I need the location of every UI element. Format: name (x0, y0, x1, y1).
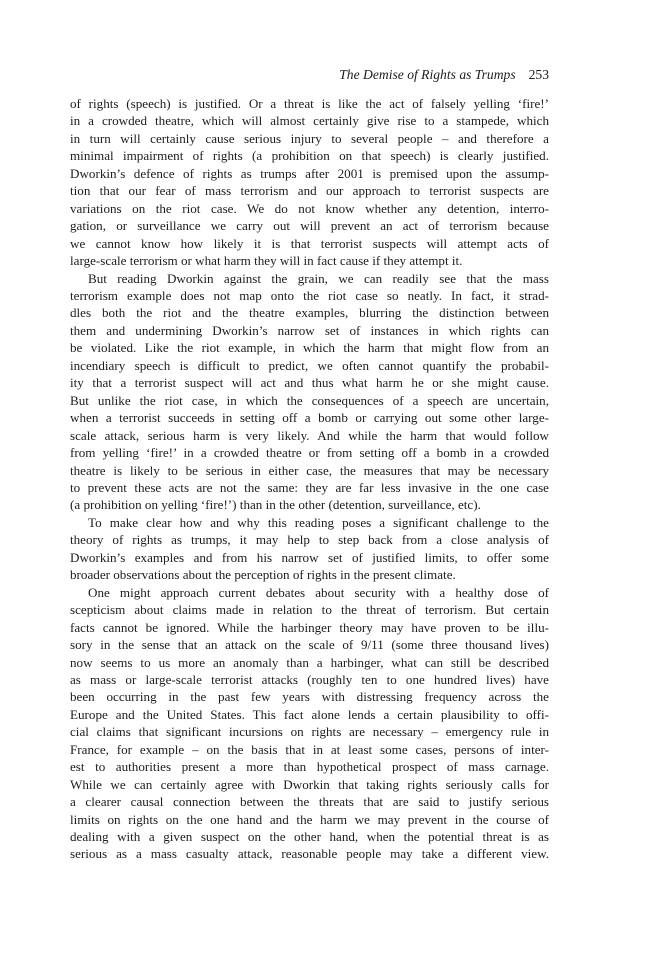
text-line: as mass or large-scale terrorist attacks (roughly ten to one hundred lives) have (70, 671, 549, 687)
text-line: But unlike the riot case, in which the consequences of a speech are uncertain, (70, 392, 549, 408)
text-line: been occurring in the past few years with distressing frequency across the (70, 689, 549, 705)
text-line: scale attack, serious harm is very likely. And while the harm that would follow (70, 427, 549, 443)
text-line: gation, or surveillance we carry out will prevent an act of terrorism because (70, 218, 549, 234)
text-line: now seems to us more an anomaly than a harbinger, what can still be described (70, 654, 549, 670)
text-line: To make clear how and why this reading poses a significant challenge to the (88, 514, 549, 530)
text-line: One might approach current debates about security with a healthy dose of (88, 584, 549, 600)
text-line: Dworkin’s examples and from his narrow set of justified limits, to offer some (70, 549, 549, 565)
text-line: minimal impairment of rights (a prohibition on that speech) is clearly justified. (70, 148, 549, 164)
page-number: 253 (528, 67, 549, 82)
text-line: variations on the riot case. We do not know whether any detention, interro- (70, 200, 549, 216)
text-line: we cannot know how likely it is that terrorist suspects will attempt acts of (70, 235, 549, 251)
text-line: incendiary speech is difficult to predict, we often cannot quantify the probabil- (70, 357, 549, 373)
running-head (70, 66, 549, 84)
text-line: dealing with a given suspect on the other hand, when the potential threat is as (70, 829, 549, 845)
text-line: Dworkin’s defence of rights as trumps after 2001 is premised upon the assump- (70, 165, 549, 181)
text-line: large-scale terrorism or what harm they will in fact cause if they attempt it. (70, 253, 463, 269)
text-line: to prevent these acts are not the same: they are far less invasive in the one case (70, 479, 549, 495)
text-line: in turn will certainly cause serious injury to several people – and therefore a (70, 130, 549, 146)
text-line: But reading Dworkin against the grain, we can readily see that the mass (88, 270, 549, 286)
text-line: in a crowded theatre, which will almost certainly give rise to a stampede, which (70, 113, 549, 129)
text-line: scepticism about claims made in relation to the threat of terrorism. But certain (70, 602, 549, 618)
text-line: be violated. Like the riot example, in which the harm that might flow from an (70, 340, 549, 356)
body-text (70, 95, 549, 863)
text-line: theatre is likely to be serious in either case, the measures that may be necessary (70, 462, 549, 478)
text-line: dles both the riot and the theatre examples, blurring the distinction between (70, 305, 549, 321)
text-line: terrorism example does not map onto the riot case so neatly. In fact, it strad- (70, 287, 549, 303)
text-line: from yelling ‘fire!’ in a crowded theatre or from setting off a bomb in a crowded (70, 445, 549, 461)
text-line: sory in the sense that an attack on the scale of 9/11 (some three thousand lives) (70, 637, 549, 653)
text-line: (a prohibition on yelling ‘fire!’) than in the other (detention, surveillance, etc). (70, 497, 481, 513)
text-line: them and undermining Dworkin’s narrow set of instances in which rights can (70, 322, 549, 338)
text-line: when a terrorist succeeds in setting off a bomb or carrying out some other large- (70, 410, 549, 426)
text-line: a clearer causal connection between the threats that are said to justify serious (70, 794, 549, 810)
running-head-title: The Demise of Rights as Trumps (339, 67, 516, 82)
text-line: of rights (speech) is justified. Or a threat is like the act of falsely yelling ‘fire!’ (70, 96, 549, 111)
text-line: limits on rights on the one hand and the harm we may prevent in the course of (70, 811, 549, 827)
text-line: cial claims that significant incursions on rights are necessary – emergency rule in (70, 724, 549, 740)
text-line: theory of rights as trumps, it may help to step back from a close analysis of (70, 532, 549, 548)
text-line: Europe and the United States. This fact alone lends a certain plausibility to offi- (70, 706, 549, 722)
text-line: While we can certainly agree with Dworkin that taking rights seriously calls for (70, 776, 549, 792)
text-line: France, for example – on the basis that in at least some cases, persons of inter- (70, 741, 549, 757)
text-line: serious as a mass casualty attack, reasonable people may take a different view. (70, 846, 549, 862)
text-line: est to authorities present a more than hypothetical prospect of mass carnage. (70, 759, 549, 775)
text-line: broader observations about the perception of rights in the present climate. (70, 567, 456, 583)
text-line: facts cannot be ignored. While the harbinger theory may have proven to be illu- (70, 619, 549, 635)
text-line: ity that a terrorist suspect will act and thus what harm he or she might cause. (70, 375, 549, 391)
text-line: tion that our fear of mass terrorism and our approach to terrorist suspects are (70, 183, 549, 199)
